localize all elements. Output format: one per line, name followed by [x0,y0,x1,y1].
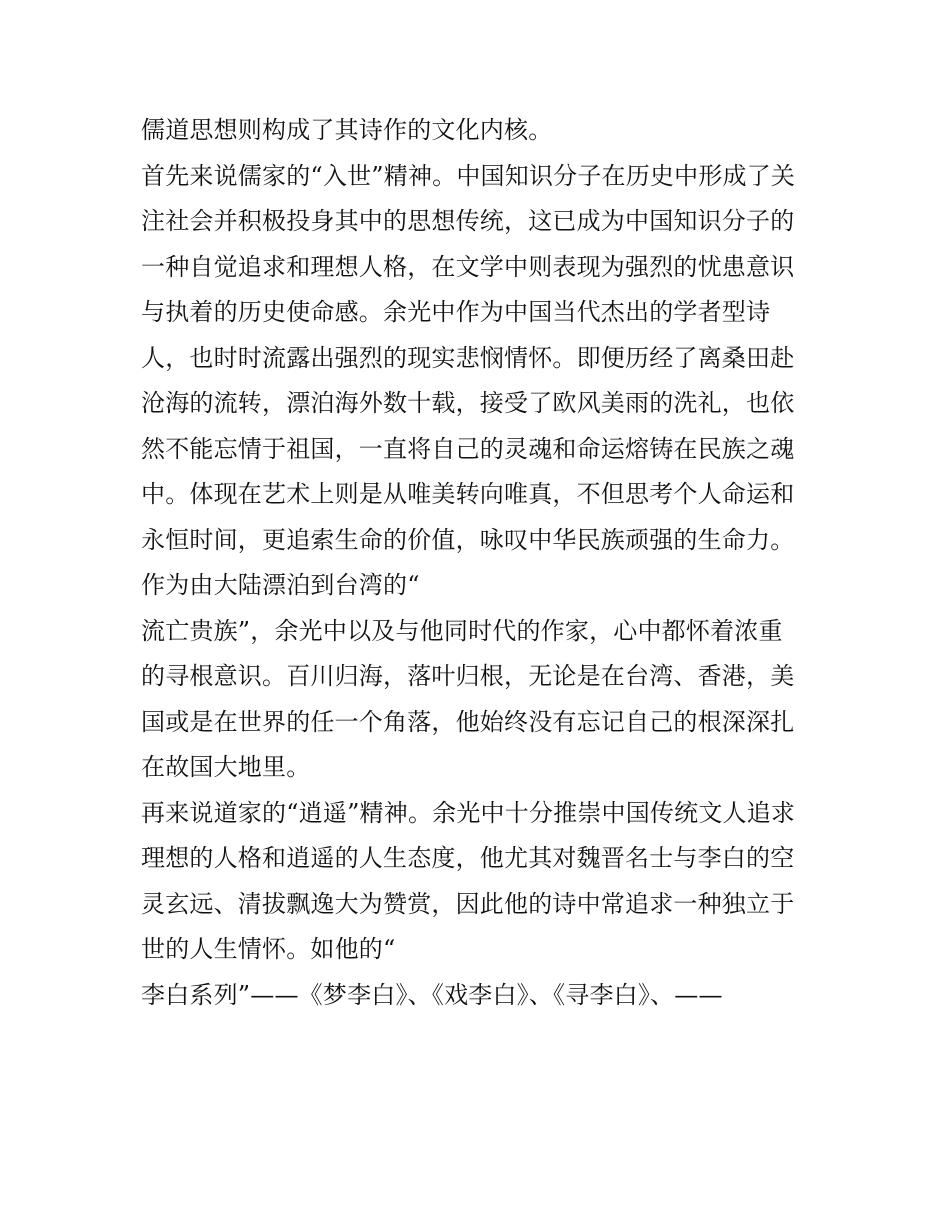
text-line: 然不能忘情于祖国，一直将自己的灵魂和命运熔铸在民族之魂 [141,434,795,463]
text-line: 李白系列”——《梦李白》、《戏李白》、《寻李白》、—— [141,980,723,1009]
text-line: 再来说道家的“逍遥”精神。余光中十分推崇中国传统文人追求 [141,798,796,827]
text-line: 流亡贵族”，余光中以及与他同时代的作家，心中都怀着浓重 [141,616,783,645]
text-line: 人，也时时流露出强烈的现实悲悯情怀。即便历经了离桑田赴 [141,343,795,372]
text-line: 与执着的历史使命感。余光中作为中国当代杰出的学者型诗 [141,298,771,326]
text-line: 世的人生情怀。如他的“ [141,935,396,963]
text-line: 灵玄远、清拔飘逸大为赞赏，因此他的诗中常追求一种独立于 [141,889,795,918]
text-line: 一种自觉追求和理想人格，在文学中则表现为强烈的忧患意识 [141,252,795,281]
text-line: 作为由大陆漂泊到台湾的“ [141,571,420,599]
text-line: 儒道思想则构成了其诗作的文化内核。 [141,116,553,144]
text-line: 沧海的流转，漂泊海外数十载，接受了欧风美雨的洗礼，也依 [141,389,795,417]
body-text [141,108,821,1018]
text-line: 注社会并积极投身其中的思想传统，这已成为中国知识分子的 [141,207,795,235]
text-line: 在故国大地里。 [141,753,311,781]
text-line: 的寻根意识。百川归海，落叶归根，无论是在台湾、香港，美 [141,662,795,690]
text-line: 永恒时间，更追索生命的价值，咏叹中华民族顽强的生命力。 [141,525,795,554]
text-line: 首先来说儒家的“入世”精神。中国知识分子在历史中形成了关 [141,161,796,190]
text-line: 国或是在世界的任一个角落，他始终没有忘记自己的根深深扎 [141,707,795,736]
text-line: 中。体现在艺术上则是从唯美转向唯真，不但思考个人命运和 [141,480,795,508]
text-line: 理想的人格和逍遥的人生态度，他尤其对魏晋名士与李白的空 [141,844,795,872]
